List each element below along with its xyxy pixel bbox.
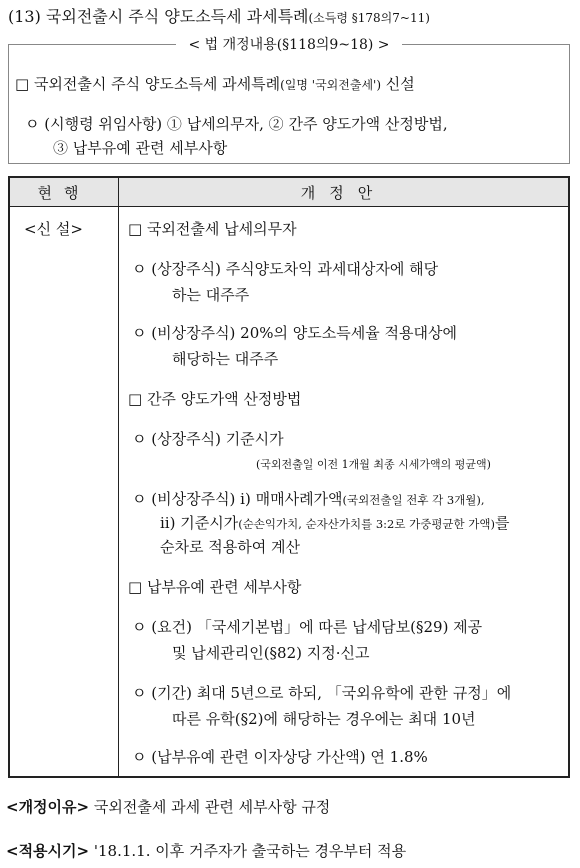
- summary-line-1-main: □ 국외전출시 주식 양도소득세 과세특례: [15, 75, 281, 93]
- list-item-continuation: 순차로 적용하여 계산: [160, 538, 300, 556]
- list-item-continuation: 따른 유학(§2)에 해당하는 경우에는 최대 10년: [172, 710, 476, 728]
- reason-label: <개정이유>: [6, 798, 90, 816]
- unlisted-line-1a: ㅇ (비상장주식) ⅰ) 매매사례가액: [132, 490, 343, 508]
- unlisted-line-1b: (국외전출일 전후 각 3개월),: [342, 493, 485, 507]
- section-heading-deferral: □ 납부유예 관련 세부사항: [128, 578, 302, 596]
- comparison-table: [8, 176, 570, 778]
- current-cell: <신 설>: [24, 220, 83, 238]
- list-item-continuation: 및 납세관리인(§82) 지정·신고: [172, 644, 370, 662]
- unlisted-line-2a: ⅱ) 기준시가: [160, 514, 239, 532]
- table-header: [10, 178, 568, 207]
- title-reference: (소득령 §178의7~11): [308, 11, 430, 25]
- list-item: ㅇ (상장주식) 주식양도차익 과세대상자에 해당: [132, 260, 439, 278]
- section-heading-taxpayer: □ 국외전출세 납세의무자: [128, 220, 297, 238]
- effective-label: <적용시기>: [6, 842, 90, 860]
- title-main: (13) 국외전출시 주식 양도소득세 과세특례: [8, 7, 309, 26]
- summary-line-1: [15, 73, 415, 94]
- column-divider: [118, 178, 119, 776]
- unlisted-line-2c: 를: [495, 514, 510, 532]
- list-item: ㅇ (요건) 「국세기본법」에 따른 납세담보(§29) 제공: [132, 618, 483, 636]
- summary-legend: [9, 34, 569, 54]
- effective-date-line: [6, 840, 406, 861]
- list-item-continuation: [160, 512, 510, 533]
- unlisted-line-2b: (순손익가치, 순자산가치를 3:2로 가중평균한 가액): [238, 517, 496, 531]
- summary-line-2: ㅇ (시행령 위임사항) ① 납세의무자, ② 간주 양도가액 산정방법,: [25, 115, 448, 133]
- list-item-continuation: 해당하는 대주주: [172, 350, 279, 368]
- section-heading-deemed-price: □ 간주 양도가액 산정방법: [128, 390, 302, 408]
- summary-line-1-end: 신설: [381, 75, 415, 93]
- reason-text: 국외전출세 과세 관련 세부사항 규정: [89, 798, 331, 816]
- list-item: ㅇ (상장주식) 기준시가: [132, 430, 284, 448]
- list-item-continuation: 하는 대주주: [172, 286, 250, 304]
- list-item: ㅇ (납부유예 관련 이자상당 가산액) 연 1.8%: [132, 748, 428, 766]
- page-title: [8, 4, 430, 27]
- header-current: 현행: [37, 184, 91, 202]
- law-amendment-summary-box: [8, 37, 570, 164]
- summary-line-3: ③ 납부유예 관련 세부사항: [53, 139, 228, 157]
- summary-legend-text: < 법 개정내용(§118의9~18) >: [176, 37, 401, 53]
- list-item: [132, 488, 485, 509]
- list-item: ㅇ (비상장주식) 20%의 양도소득세율 적용대상에: [132, 324, 457, 342]
- list-item-note: (국외전출일 이전 1개월 최종 시세가액의 평균액): [256, 458, 491, 471]
- summary-line-1-paren: (일명 '국외전출세'): [280, 78, 382, 92]
- header-revised: 개정안: [300, 184, 387, 202]
- effective-text: '18.1.1. 이후 거주자가 출국하는 경우부터 적용: [89, 842, 407, 860]
- list-item: ㅇ (기간) 최대 5년으로 하되, 「국외유학에 관한 규정」에: [132, 684, 512, 702]
- reason-line: [6, 796, 330, 817]
